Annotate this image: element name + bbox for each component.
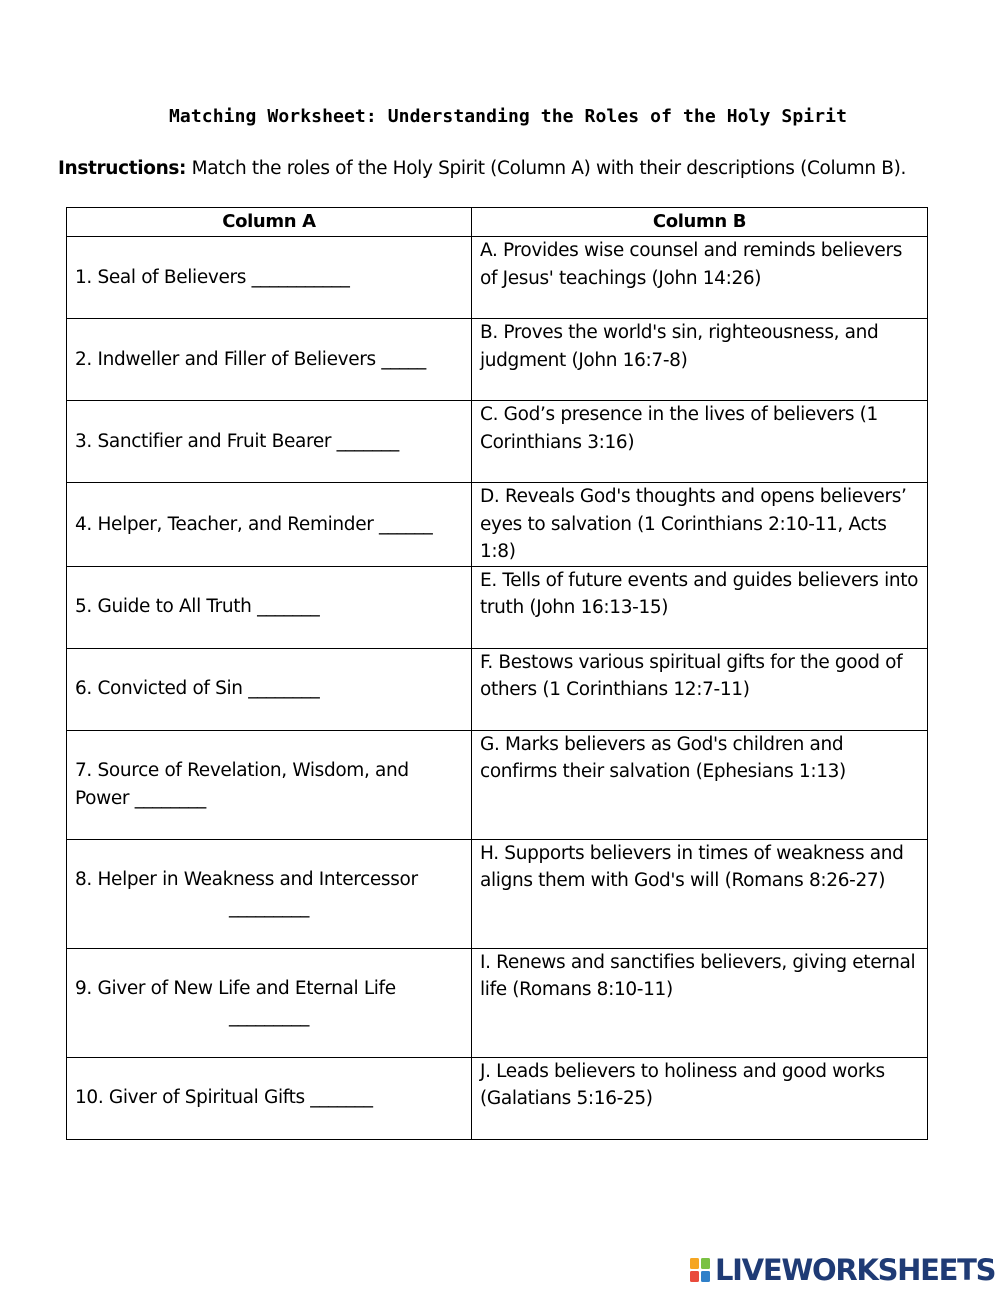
description-cell: G. Marks believers as God's children and confirms their salvation (Ephesians 1:13) xyxy=(472,730,928,839)
description-cell: C. God’s presence in the lives of believers (1 Corinthians 3:16) xyxy=(472,401,928,483)
role-cell: 2. Indweller and Filler of Believers _____ xyxy=(67,319,472,401)
table-row xyxy=(67,948,928,1057)
logo-block xyxy=(690,1258,699,1269)
role-cell: 10. Giver of Spiritual Gifts _______ xyxy=(67,1057,472,1139)
role-cell: 7. Source of Revelation, Wisdom, and Power ________ xyxy=(67,730,472,839)
table-row xyxy=(67,648,928,730)
table-row xyxy=(67,730,928,839)
description-cell: B. Proves the world's sin, righteousness, and judgment (John 16:7-8) xyxy=(472,319,928,401)
role-cell: 3. Sanctifier and Fruit Bearer _______ xyxy=(67,401,472,483)
table-row xyxy=(67,483,928,567)
role-text: 9. Giver of New Life and Eternal Life xyxy=(75,978,396,999)
description-cell: E. Tells of future events and guides believers into truth (John 16:13-15) xyxy=(472,566,928,648)
instructions-label: Instructions: xyxy=(58,158,187,179)
table-row xyxy=(67,237,928,319)
logo-text: LIVEWORKSHEETS xyxy=(715,1253,996,1287)
description-cell: H. Supports believers in times of weakness and aligns them with God's will (Romans 8:26-27) xyxy=(472,839,928,948)
description-cell: D. Reveals God's thoughts and opens believers’ eyes to salvation (1 Corinthians 2:10-11, Acts 1:8) xyxy=(472,483,928,567)
description-cell: J. Leads believers to holiness and good works (Galatians 5:16-25) xyxy=(472,1057,928,1139)
logo-block xyxy=(701,1271,710,1282)
liveworksheets-logo-icon xyxy=(690,1258,710,1282)
logo-block xyxy=(690,1271,699,1282)
column-a-header: Column A xyxy=(67,208,472,237)
column-b-header: Column B xyxy=(472,208,928,237)
description-cell: A. Provides wise counsel and reminds believers of Jesus' teachings (John 14:26) xyxy=(472,237,928,319)
table-row xyxy=(67,566,928,648)
table-row xyxy=(67,1057,928,1139)
table-row xyxy=(67,839,928,948)
answer-blank: _________ xyxy=(228,896,310,918)
role-cell: 6. Convicted of Sin ________ xyxy=(67,648,472,730)
instructions xyxy=(58,158,958,179)
role-cell: 5. Guide to All Truth _______ xyxy=(67,566,472,648)
answer-blank: _________ xyxy=(228,1005,310,1027)
table-header-row xyxy=(67,208,928,237)
role-cell: 4. Helper, Teacher, and Reminder ______ xyxy=(67,483,472,567)
liveworksheets-logo[interactable] xyxy=(690,1253,995,1287)
table-row xyxy=(67,401,928,483)
role-cell xyxy=(67,839,472,948)
role-text: 8. Helper in Weakness and Intercessor xyxy=(75,869,418,890)
role-cell xyxy=(67,948,472,1057)
role-cell: 1. Seal of Believers ___________ xyxy=(67,237,472,319)
description-cell: F. Bestows various spiritual gifts for the good of others (1 Corinthians 12:7-11) xyxy=(472,648,928,730)
instructions-text: Match the roles of the Holy Spirit (Column A) with their descriptions (Column B). xyxy=(186,158,906,179)
table-row xyxy=(67,319,928,401)
matching-table xyxy=(66,207,928,1140)
description-cell: I. Renews and sanctifies believers, giving eternal life (Romans 8:10-11) xyxy=(472,948,928,1057)
worksheet-title: Matching Worksheet: Understanding the Roles of the Holy Spirit xyxy=(168,106,848,127)
logo-block xyxy=(701,1258,710,1269)
